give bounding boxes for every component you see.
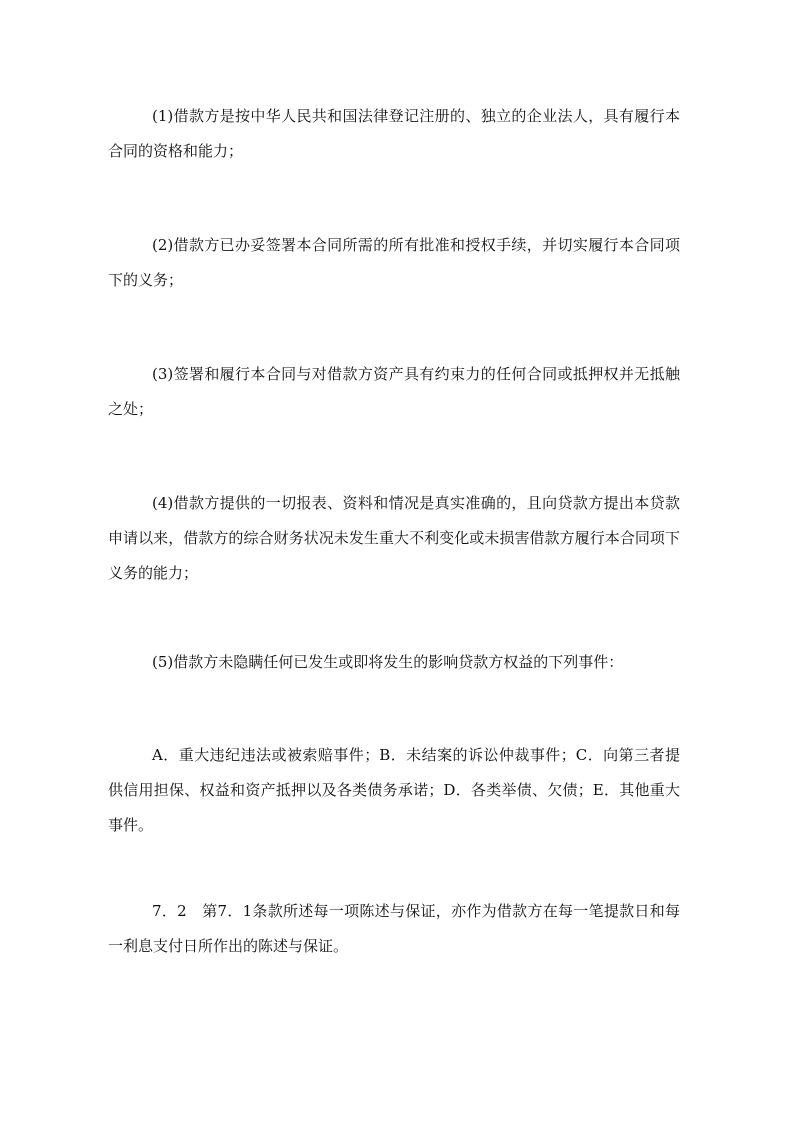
clause-1-paragraph: (1)借款方是按中华人民共和国法律登记注册的、独立的企业法人，具有履行本合同的资格和能力； (108, 107, 680, 160)
events-list-paragraph: A．重大违纪违法或被索赔事件；B．未结案的诉讼仲裁事件；C．向第三者提供信用担保、权益和资产抵押以及各类债务承诺；D．各类举债、欠债；E．其他重大事件。 (108, 746, 680, 834)
clause-3-paragraph: (3)签署和履行本合同与对借款方资产具有约束力的任何合同或抵押权并无抵触之处； (108, 365, 680, 418)
clause-7-2-paragraph: 7．2 第7．1条款所述每一项陈述与保证，亦作为借款方在每一笔提款日和每一利息支付日所作出的陈述与保证。 (108, 902, 680, 955)
clause-5-paragraph: (5)借款方未隐瞒任何已发生或即将发生的影响贷款方权益的下列事件： (152, 653, 624, 671)
clause-4-paragraph: (4)借款方提供的一切报表、资料和情况是真实准确的，且向贷款方提出本贷款申请以来，借款方的综合财务状况未发生重大不利变化或未损害借款方履行本合同项下义务的能力； (108, 494, 680, 582)
clause-2-paragraph: (2)借款方已办妥签署本合同所需的所有批准和授权手续，并切实履行本合同项下的义务； (108, 236, 680, 289)
